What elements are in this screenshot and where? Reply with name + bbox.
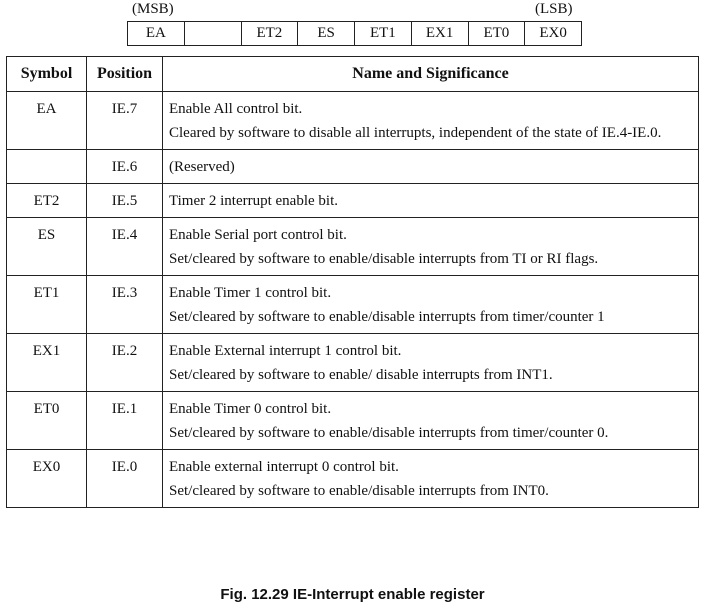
row-symbol: ET2 [7, 184, 87, 218]
table-row [7, 276, 699, 334]
figure-caption: Fig. 12.29 IE-Interrupt enable register [220, 586, 485, 603]
row-symbol: ET0 [7, 392, 87, 450]
row-symbol: EX0 [7, 450, 87, 508]
row-name: (Reserved) [169, 159, 235, 175]
row-name: Timer 2 interrupt enable bit. [169, 193, 338, 209]
row-description [163, 92, 699, 150]
ie-bit-table [6, 56, 699, 508]
row-name: Enable Timer 1 control bit. [169, 285, 332, 301]
table-row [7, 184, 699, 218]
row-position: IE.5 [87, 184, 163, 218]
register-bit-2: EX1 [412, 22, 469, 45]
row-description [163, 276, 699, 334]
register-bit-0: EX0 [539, 25, 567, 41]
table-row [7, 392, 699, 450]
row-significance: Set/cleared by software to enable/disable interrupts from TI or RI flags. [169, 251, 599, 267]
header-symbol: Symbol [7, 57, 87, 92]
row-description [163, 150, 699, 184]
table-header-row [7, 57, 699, 92]
row-name: Enable External interrupt 1 control bit. [169, 343, 402, 359]
row-significance: Set/cleared by software to enable/ disable interrupts from INT1. [169, 367, 553, 383]
row-position: IE.4 [87, 218, 163, 276]
row-name: Enable external interrupt 0 control bit. [169, 459, 399, 475]
row-name: Enable All control bit. [169, 101, 303, 117]
table-row [7, 334, 699, 392]
row-position: IE.7 [87, 92, 163, 150]
register-bit-1: ET0 [469, 22, 526, 45]
row-significance: Cleared by software to disable all interrupts, independent of the state of IE.4-IE.0. [169, 125, 662, 141]
table-row [7, 218, 699, 276]
row-name: Enable Serial port control bit. [169, 227, 347, 243]
row-name: Enable Timer 0 control bit. [169, 401, 332, 417]
row-symbol: ET1 [7, 276, 87, 334]
register-bit-3: ET1 [355, 22, 412, 45]
table-row [7, 92, 699, 150]
lsb-label: (LSB) [535, 1, 573, 17]
row-description [163, 392, 699, 450]
row-description [163, 450, 699, 508]
row-description [163, 334, 699, 392]
row-position: IE.2 [87, 334, 163, 392]
register-bit-6 [185, 22, 242, 45]
row-significance: Set/cleared by software to enable/disable interrupts from INT0. [169, 483, 549, 499]
row-description [163, 218, 699, 276]
table-row [7, 450, 699, 508]
row-significance: Set/cleared by software to enable/disable interrupts from timer/counter 1 [169, 309, 605, 325]
row-symbol: EA [7, 92, 87, 150]
row-position: IE.1 [87, 392, 163, 450]
row-position: IE.0 [87, 450, 163, 508]
row-symbol [7, 150, 87, 184]
header-name-significance: Name and Significance [163, 57, 699, 92]
msb-label: (MSB) [132, 1, 174, 17]
header-position: Position [87, 57, 163, 92]
row-symbol: EX1 [7, 334, 87, 392]
register-bit-4: ES [298, 22, 355, 45]
row-description [163, 184, 699, 218]
register-bit-7: EA [128, 22, 185, 45]
row-position: IE.3 [87, 276, 163, 334]
register-bit-5: ET2 [242, 22, 299, 45]
row-significance: Set/cleared by software to enable/disable interrupts from timer/counter 0. [169, 425, 609, 441]
row-symbol: ES [7, 218, 87, 276]
table-row [7, 150, 699, 184]
ie-register-diagram [127, 21, 582, 46]
row-position: IE.6 [87, 150, 163, 184]
